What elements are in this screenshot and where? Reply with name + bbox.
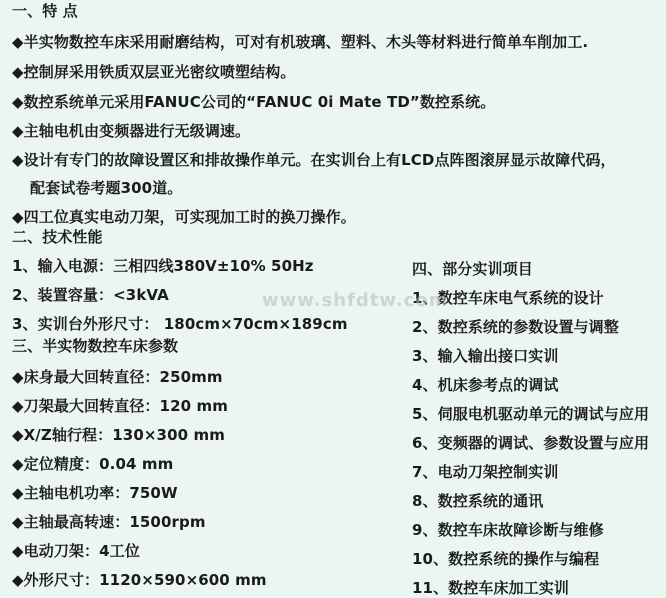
watermark: www.shfdtw.com	[262, 290, 449, 311]
training-item: 5、伺服电机驱动单元的调试与应用	[412, 405, 650, 423]
feature-item-continued: 配套试卷考题300道。	[30, 179, 183, 197]
param-item: ◆外形尺寸：1120×590×600 mm	[12, 571, 267, 589]
spec-item: 2、装置容量：<3kVA	[12, 286, 169, 304]
section2-title: 二、技术性能	[12, 228, 103, 246]
feature-item: ◆控制屏采用铁质双层亚光密纹喷塑结构。	[12, 63, 296, 81]
training-item: 4、机床参考点的调试	[412, 376, 559, 394]
training-item: 10、数控系统的操作与编程	[412, 550, 600, 568]
section4-title: 四、部分实训项目	[412, 260, 533, 278]
spec-item: 3、实训台外形尺寸： 180cm×70cm×189cm	[12, 315, 348, 333]
param-item: ◆主轴电机功率：750W	[12, 484, 178, 502]
param-item: ◆刀架最大回转直径：120 mm	[12, 397, 228, 415]
param-item: ◆电动刀架：4工位	[12, 542, 140, 560]
training-item: 8、数控系统的通讯	[412, 492, 544, 510]
training-item: 7、电动刀架控制实训	[412, 463, 559, 481]
section3-title: 三、半实物数控车床参数	[12, 337, 179, 355]
feature-item: ◆数控系统单元采用FANUC公司的“FANUC 0i Mate TD”数控系统。	[12, 93, 496, 111]
param-item: ◆主轴最高转速：1500rpm	[12, 513, 206, 531]
training-item: 2、数控系统的参数设置与调整	[412, 318, 619, 336]
training-item: 9、数控车床故障诊断与维修	[412, 521, 604, 539]
param-item: ◆床身最大回转直径：250mm	[12, 368, 223, 386]
feature-item: ◆半实物数控车床采用耐磨结构，可对有机玻璃、塑料、木头等材料进行简单车削加工.	[12, 33, 589, 51]
feature-item: ◆设计有专门的故障设置区和排故操作单元。在实训台上有LCD点阵图滚屏显示故障代码，	[12, 151, 616, 169]
section1-title: 一、特 点	[12, 2, 78, 20]
training-item: 3、输入输出接口实训	[412, 347, 559, 365]
param-item: ◆X/Z轴行程：130×300 mm	[12, 426, 225, 444]
feature-item: ◆主轴电机由变频器进行无级调速。	[12, 122, 251, 140]
param-item: ◆定位精度：0.04 mm	[12, 455, 174, 473]
training-item: 6、变频器的调试、参数设置与应用	[412, 434, 650, 452]
feature-item: ◆四工位真实电动刀架，可实现加工时的换刀操作。	[12, 208, 356, 226]
training-item: 11、数控车床加工实训	[412, 579, 569, 597]
spec-item: 1、输入电源：三相四线380V±10% 50Hz	[12, 257, 314, 275]
training-item: 1、数控车床电气系统的设计	[412, 289, 604, 307]
